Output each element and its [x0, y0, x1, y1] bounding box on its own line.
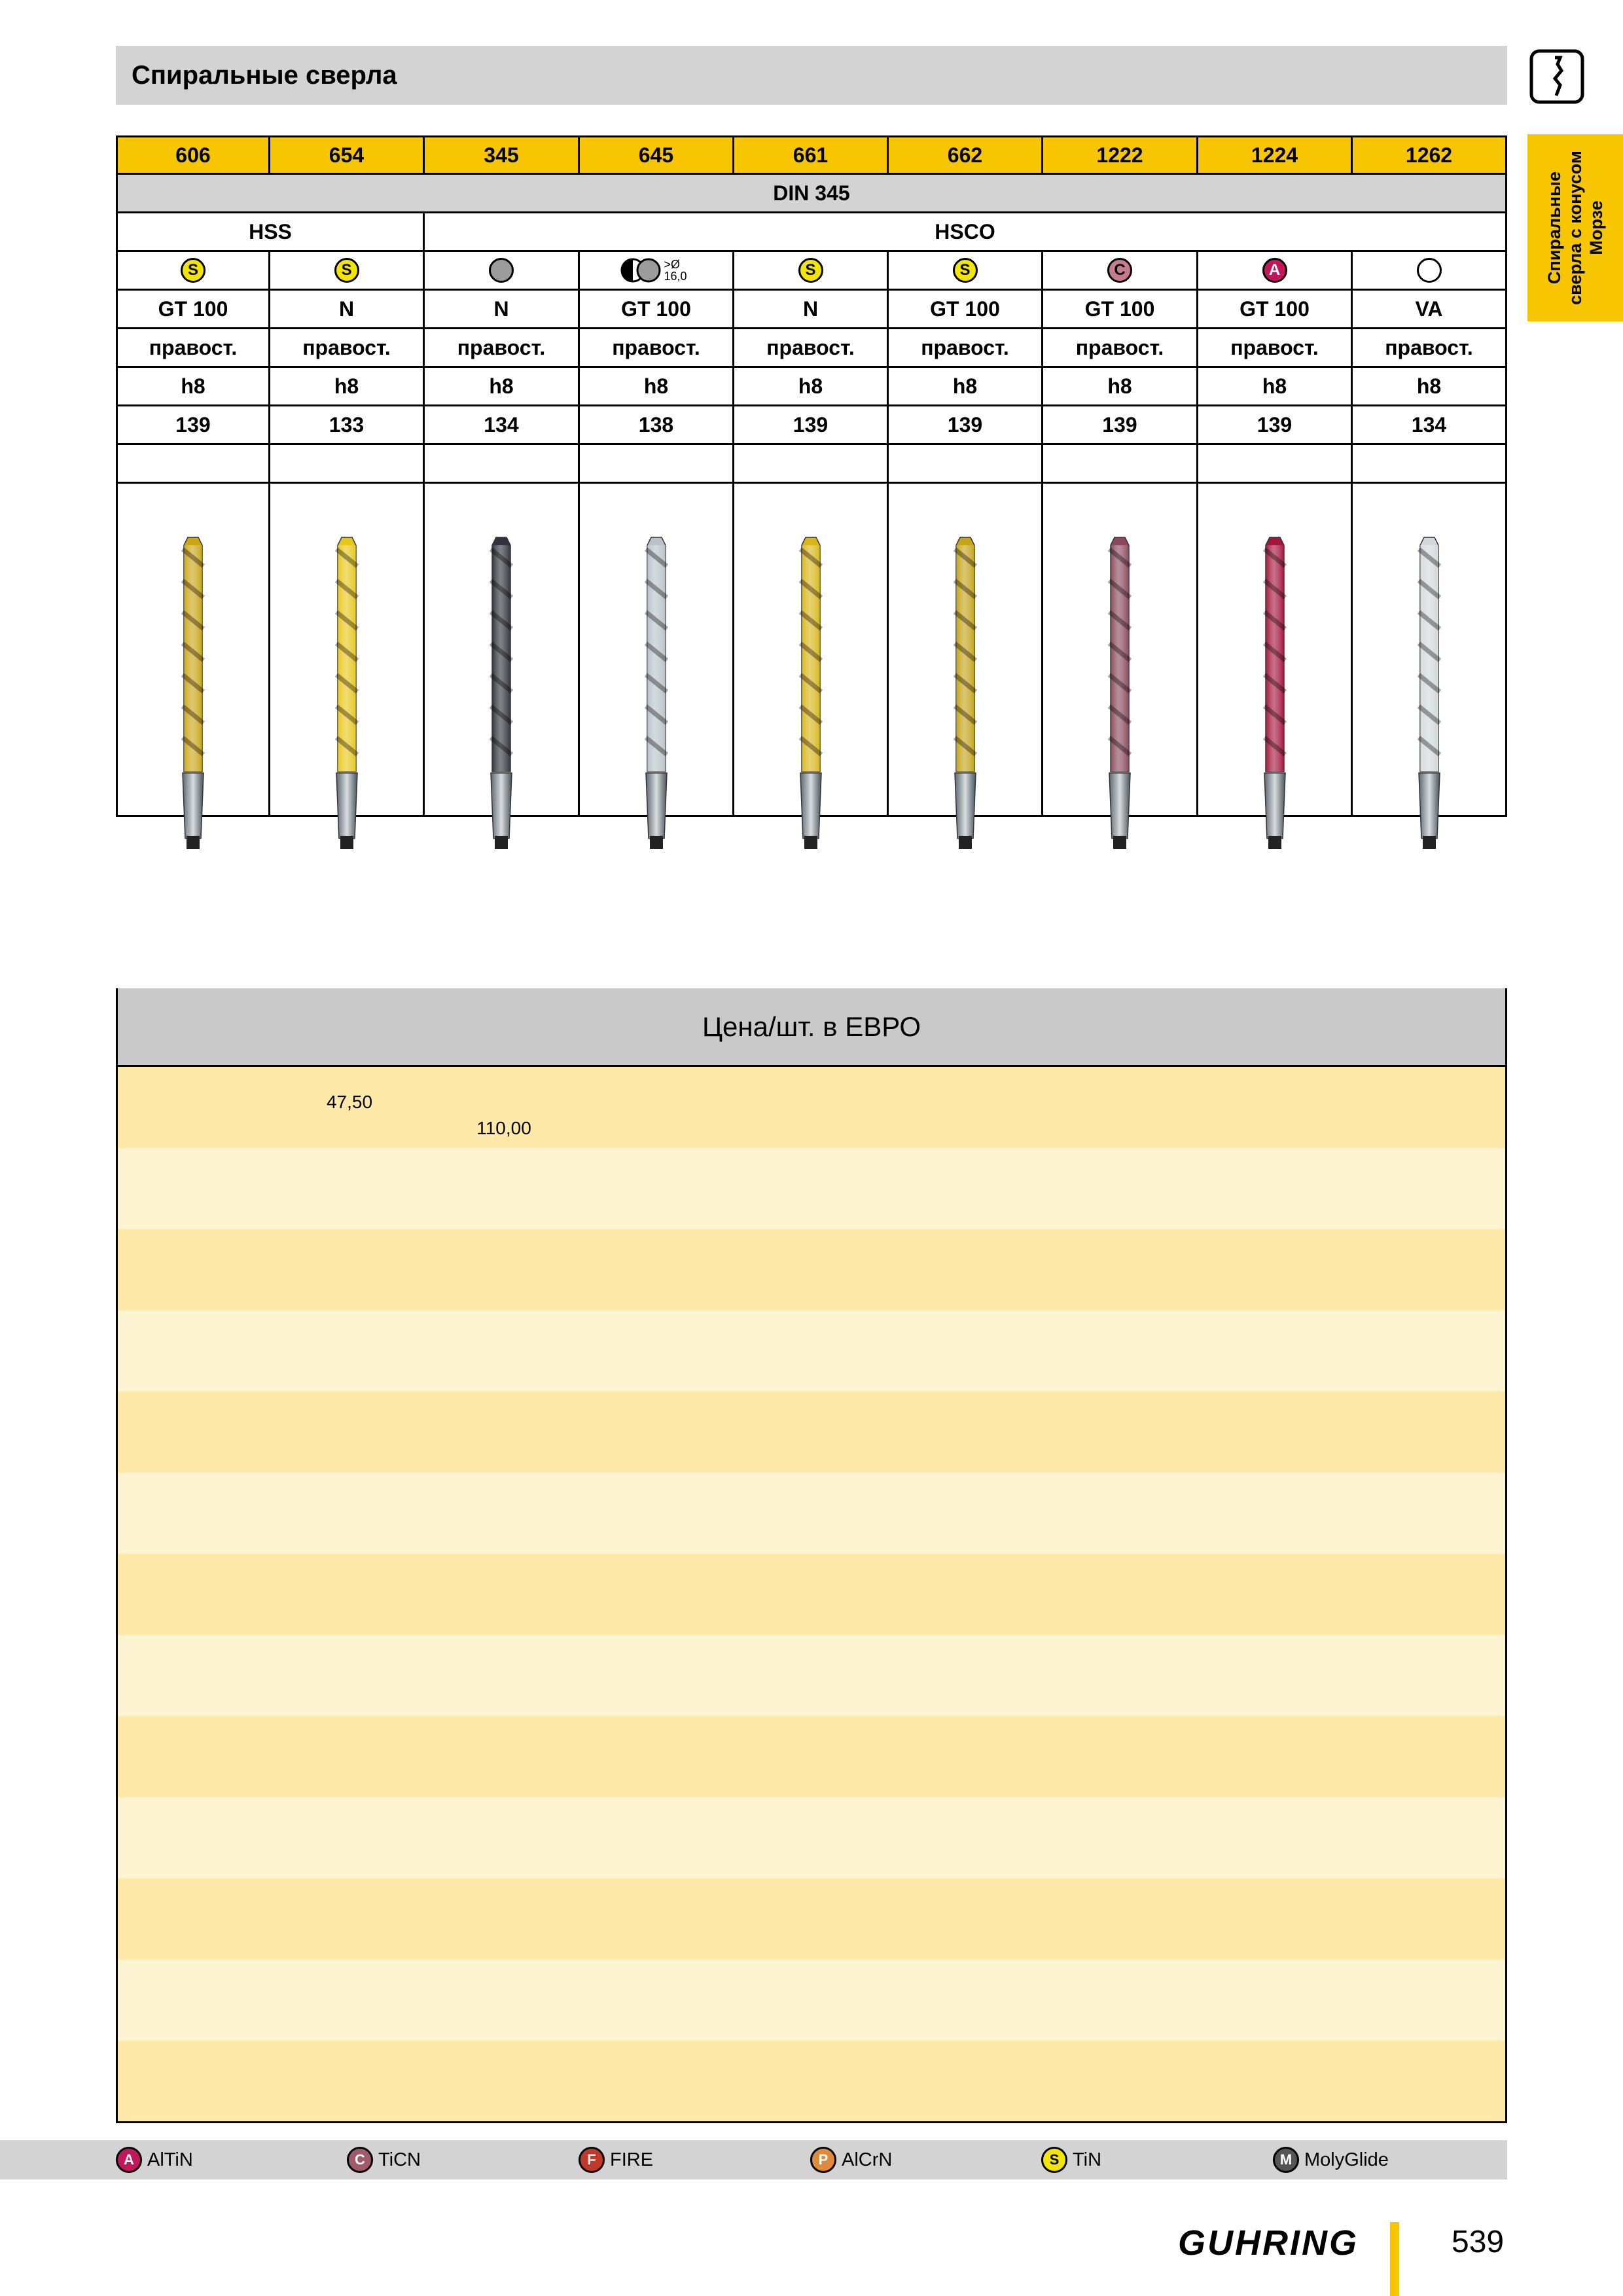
empty-cell — [1196, 443, 1353, 484]
din-standard: DIN 345 — [116, 173, 1507, 213]
drill-type-cell: GT 100 — [887, 289, 1043, 329]
drill-image-cell — [1351, 482, 1507, 817]
coating-cell — [1196, 250, 1353, 291]
diameter-note: >Ø 16,0 — [664, 258, 687, 283]
page-ref-cell: 134 — [1351, 404, 1507, 445]
brand-logo: GUHRING — [1178, 2223, 1359, 2263]
drill-image-cell — [1041, 482, 1198, 817]
coating-s-icon: S — [1041, 2147, 1067, 2173]
side-tab-line: Морзе — [1586, 200, 1606, 255]
direction-cell: правост. — [116, 327, 270, 368]
coating-cell — [116, 250, 270, 291]
price-value: 47,50 — [326, 1092, 373, 1112]
legend-item — [810, 2140, 892, 2179]
legend-label: AlTiN — [147, 2149, 193, 2170]
coating-blank-icon — [489, 258, 514, 283]
page-ref-cell: 139 — [732, 404, 889, 445]
drill-image — [173, 536, 213, 850]
drill-type-cell: N — [268, 289, 425, 329]
legend-label: FIRE — [610, 2149, 654, 2170]
drill-image-cell — [732, 482, 889, 817]
spec-table — [116, 135, 1507, 815]
price-row — [118, 1797, 1505, 1878]
legend-label: AlCrN — [842, 2149, 893, 2170]
page-ref-cell: 138 — [578, 404, 734, 445]
coating-cell — [887, 250, 1043, 291]
coating-cell — [732, 250, 889, 291]
price-row — [118, 1391, 1505, 1473]
legend-item — [347, 2140, 421, 2179]
empty-cell — [1041, 443, 1198, 484]
article-number-345[interactable]: 345 — [423, 135, 580, 175]
drill-type-cell: GT 100 — [1196, 289, 1353, 329]
coating-s-icon: S — [798, 258, 823, 283]
article-number-1262[interactable]: 1262 — [1351, 135, 1507, 175]
tolerance-cell: h8 — [1351, 366, 1507, 406]
price-row — [118, 1878, 1505, 1960]
price-row — [118, 1635, 1505, 1716]
tolerance-cell: h8 — [116, 366, 270, 406]
coating-a-icon: A — [116, 2147, 142, 2173]
coating-s-icon: S — [334, 258, 359, 283]
price-row — [118, 1473, 1505, 1554]
price-row — [118, 1310, 1505, 1391]
price-row — [118, 1716, 1505, 1797]
direction-cell: правост. — [1196, 327, 1353, 368]
side-tab-label — [1527, 134, 1623, 321]
page-ref-cell: 139 — [887, 404, 1043, 445]
empty-cell — [1351, 443, 1507, 484]
coating-s-icon: S — [181, 258, 205, 283]
empty-cell — [732, 443, 889, 484]
legend-label: TiCN — [378, 2149, 421, 2170]
drill-image-cell — [1196, 482, 1353, 817]
coating-s-icon: S — [953, 258, 978, 283]
coating-cell — [268, 250, 425, 291]
drill-image — [1100, 536, 1139, 850]
drill-type-cell: N — [423, 289, 580, 329]
page-number: 539 — [1452, 2225, 1505, 2259]
tolerance-cell: h8 — [268, 366, 425, 406]
tolerance-cell: h8 — [423, 366, 580, 406]
price-area — [116, 1067, 1507, 2123]
empty-cell — [116, 443, 270, 484]
price-value: 110,00 — [476, 1118, 531, 1138]
drill-type-cell: GT 100 — [578, 289, 734, 329]
coating-cell — [578, 250, 734, 291]
page-ref-cell: 139 — [116, 404, 270, 445]
legend-item — [116, 2140, 193, 2179]
page-ref-cell: 139 — [1196, 404, 1353, 445]
tolerance-cell: h8 — [1196, 366, 1353, 406]
price-row — [118, 1960, 1505, 2041]
page-ref-cell: 134 — [423, 404, 580, 445]
article-number-1224[interactable]: 1224 — [1196, 135, 1353, 175]
material-hss: HSS — [116, 211, 425, 252]
page-title: Спиральные сверла — [132, 61, 397, 90]
legend-label: MolyGlide — [1304, 2149, 1389, 2170]
drill-image-cell — [578, 482, 734, 817]
coating-cell — [1041, 250, 1198, 291]
coating-f-icon: F — [579, 2147, 605, 2173]
drill-type-cell: GT 100 — [1041, 289, 1198, 329]
direction-cell: правост. — [268, 327, 425, 368]
empty-cell — [423, 443, 580, 484]
price-row — [118, 1148, 1505, 1229]
drill-image-cell — [423, 482, 580, 817]
coating-a-icon: A — [1262, 258, 1287, 283]
footer-divider — [1390, 2222, 1399, 2296]
article-number-645[interactable]: 645 — [578, 135, 734, 175]
price-row — [118, 2041, 1505, 2122]
split-coating-icon — [620, 257, 693, 283]
drill-image — [482, 536, 521, 850]
page-ref-cell: 133 — [268, 404, 425, 445]
drill-type-cell: N — [732, 289, 889, 329]
tolerance-cell: h8 — [578, 366, 734, 406]
coating-m-icon: M — [1273, 2147, 1299, 2173]
material-hsco: HSCO — [423, 211, 1507, 252]
direction-cell: правост. — [578, 327, 734, 368]
article-number-606[interactable]: 606 — [116, 135, 270, 175]
side-tab-line: Спиральные — [1544, 171, 1564, 285]
coating-p-icon: P — [810, 2147, 836, 2173]
article-number-662[interactable]: 662 — [887, 135, 1043, 175]
article-number-654[interactable]: 654 — [268, 135, 425, 175]
legend-item — [579, 2140, 653, 2179]
drill-type-cell: GT 100 — [116, 289, 270, 329]
tolerance-cell: h8 — [1041, 366, 1198, 406]
drill-image-cell — [887, 482, 1043, 817]
drill-chapter-icon — [1529, 48, 1585, 105]
legend-label: TiN — [1073, 2149, 1102, 2170]
drill-image — [637, 536, 676, 850]
coating-c-icon: C — [347, 2147, 373, 2173]
empty-cell — [578, 443, 734, 484]
article-number-661[interactable]: 661 — [732, 135, 889, 175]
coating-cell — [423, 250, 580, 291]
drill-image-cell — [116, 482, 270, 817]
drill-image-cell — [268, 482, 425, 817]
drill-type-cell: VA — [1351, 289, 1507, 329]
tolerance-cell: h8 — [732, 366, 889, 406]
chapter-side-tab[interactable] — [1527, 134, 1623, 321]
price-row — [118, 1554, 1505, 1635]
direction-cell: правост. — [1041, 327, 1198, 368]
price-header: Цена/шт. в ЕВРО — [116, 988, 1507, 1067]
drill-image — [1410, 536, 1449, 850]
legend-item — [1273, 2140, 1389, 2179]
drill-image — [791, 536, 830, 850]
article-number-1222[interactable]: 1222 — [1041, 135, 1198, 175]
side-tab-line: сверла с конусом — [1565, 151, 1585, 305]
direction-cell: правост. — [423, 327, 580, 368]
page-ref-cell: 139 — [1041, 404, 1198, 445]
drill-image — [1255, 536, 1294, 850]
coating-blank-icon — [1417, 258, 1442, 283]
drill-image — [327, 536, 366, 850]
direction-cell: правост. — [1351, 327, 1507, 368]
direction-cell: правост. — [887, 327, 1043, 368]
coating-legend — [0, 2140, 1507, 2179]
empty-cell — [268, 443, 425, 484]
coating-cell — [1351, 250, 1507, 291]
legend-item — [1041, 2140, 1101, 2179]
price-row — [118, 1229, 1505, 1310]
direction-cell: правост. — [732, 327, 889, 368]
tolerance-cell: h8 — [887, 366, 1043, 406]
coating-c-icon: C — [1107, 258, 1132, 283]
empty-cell — [887, 443, 1043, 484]
drill-image — [946, 536, 985, 850]
title-bar — [116, 46, 1507, 105]
